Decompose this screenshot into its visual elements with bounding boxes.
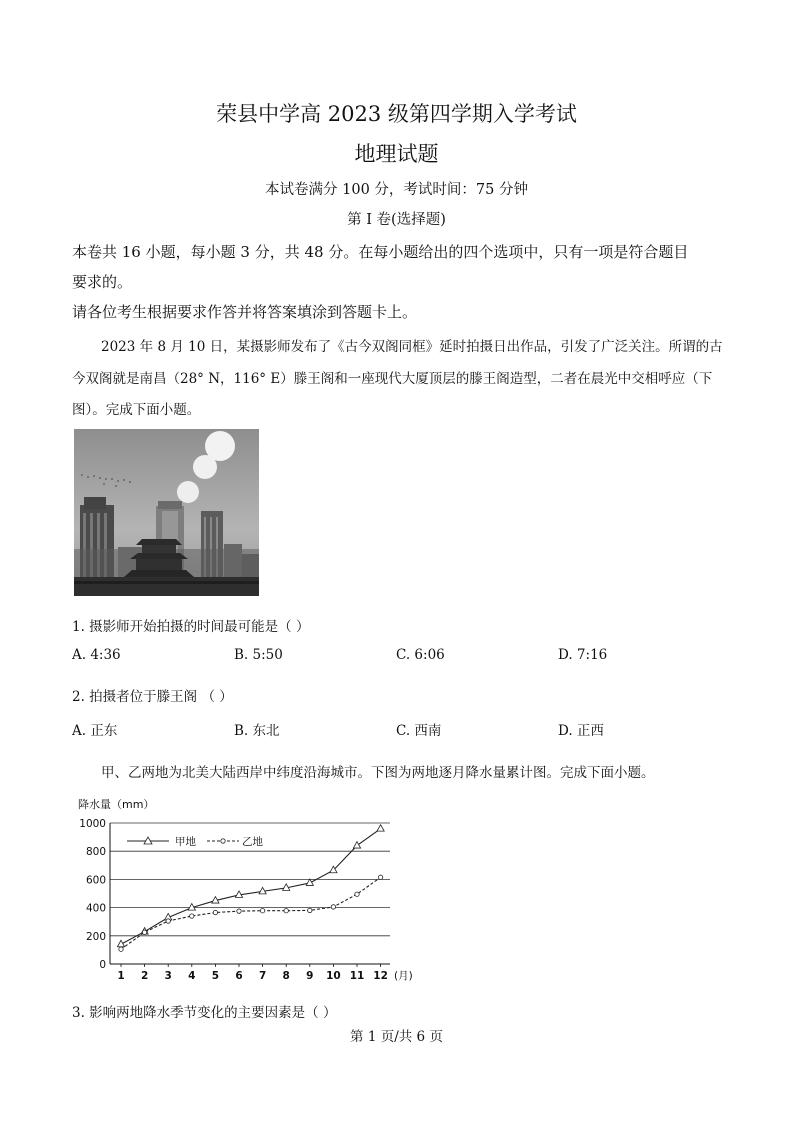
y-tick-label: 0 — [99, 959, 106, 971]
series-2-point — [142, 930, 146, 934]
question-1-option-d: D. 7:16 — [558, 647, 608, 663]
page-footer: 第 1 页/共 6 页 — [350, 1029, 443, 1045]
question-2-stem: 2. 拍摄者位于滕王阁 （ ） — [72, 689, 233, 705]
question-3-stem: 3. 影响两地降水季节变化的主要因素是（ ） — [72, 1005, 337, 1021]
series-2-point — [284, 909, 288, 913]
series-2-point — [260, 909, 264, 913]
sunrise-photo — [74, 429, 259, 596]
instructions-line-3: 请各位考生根据要求作答并将答案填涂到答题卡上。 — [72, 303, 418, 321]
x-tick-label: 7 — [258, 970, 267, 982]
section-title: 第 I 卷(选择题) — [347, 212, 446, 228]
passage2-line-1: 甲、乙两地为北美大陆西岸中纬度沿海城市。下图为两地逐月降水量累计图。完成下面小题。 — [101, 765, 655, 781]
exam-info: 本试卷满分 100 分，考试时间：75 分钟 — [265, 182, 528, 198]
series-2-point — [355, 892, 359, 896]
question-1-stem: 1. 摄影师开始拍摄的时间最可能是（ ） — [72, 619, 310, 635]
x-tick-label: 9 — [306, 970, 314, 982]
x-tick-label: 6 — [235, 970, 243, 982]
x-tick-label: 4 — [188, 970, 196, 982]
instructions-line-1: 本卷共 16 小题，每小题 3 分，共 48 分。在每小题给出的四个选项中，只有一项是符合题目 — [72, 243, 689, 261]
legend-series-1-label: 甲地 — [175, 836, 196, 848]
series-1-point — [353, 842, 360, 849]
series-2-point — [331, 905, 335, 909]
series-2-point — [190, 914, 194, 918]
series-2-point — [237, 909, 241, 913]
question-2-option-c: C. 西南 — [396, 723, 442, 739]
x-tick-label: 8 — [282, 970, 290, 982]
chart-y-axis-label: 降水量（mm） — [78, 798, 155, 811]
question-1-option-c: C. 6:06 — [396, 647, 445, 663]
question-2-option-d: D. 正西 — [558, 723, 604, 739]
series-2-point — [213, 910, 217, 914]
chart-x-axis-label: (月) — [394, 970, 413, 982]
question-1-option-a: A. 4:36 — [72, 647, 121, 663]
series-line-2 — [121, 877, 381, 949]
subject-title: 地理试题 — [354, 142, 439, 166]
instructions-line-2: 要求的。 — [72, 273, 133, 291]
series-2-point — [308, 908, 312, 912]
passage1-line-2: 今双阁就是南昌（28° N，116° E）滕王阁和一座现代大厦顶层的滕王阁造型，二者在晨光中交相呼应（下 — [72, 371, 713, 387]
x-tick-label: 12 — [373, 970, 388, 982]
series-2-point — [119, 947, 123, 951]
precipitation-chart — [72, 793, 424, 987]
x-tick-label: 1 — [117, 970, 125, 982]
x-tick-label: 10 — [326, 970, 341, 982]
y-tick-label: 1000 — [79, 818, 106, 830]
y-tick-label: 400 — [85, 902, 106, 915]
passage1-line-1: 2023 年 8 月 10 日，某摄影师发布了《古今双阁同框》延时拍摄日出作品，引发了广泛关注。所谓的古 — [101, 339, 723, 355]
x-tick-label: 3 — [164, 970, 172, 982]
y-tick-label: 800 — [85, 846, 106, 859]
x-tick-label: 5 — [211, 970, 220, 982]
y-tick-label: 600 — [85, 874, 106, 887]
series-2-point — [378, 875, 382, 879]
exam-title: 荣县中学高 2023 级第四学期入学考试 — [216, 102, 577, 126]
y-tick-label: 200 — [85, 930, 106, 943]
passage1-line-3: 图）。完成下面小题。 — [72, 402, 201, 418]
series-1-point — [377, 825, 384, 832]
question-2-option-b: B. 东北 — [234, 723, 280, 739]
question-2-option-a: A. 正东 — [72, 723, 118, 739]
legend-series-2-label: 乙地 — [242, 836, 263, 848]
series-2-point — [166, 919, 170, 923]
x-tick-label: 11 — [349, 970, 365, 982]
question-1-option-b: B. 5:50 — [234, 647, 283, 663]
x-tick-label: 2 — [140, 970, 149, 982]
